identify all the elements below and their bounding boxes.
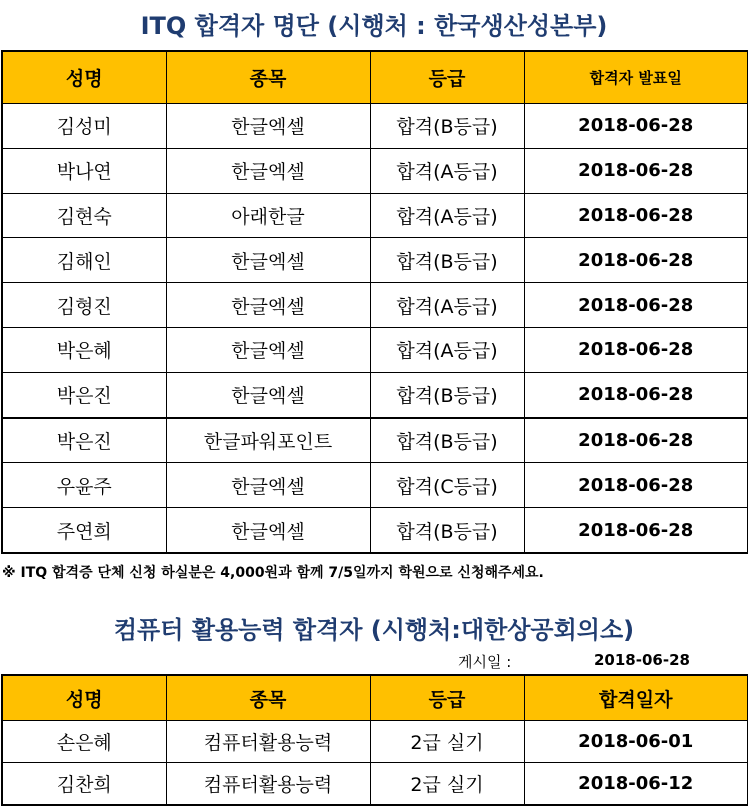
- name-cell: 김성미: [2, 104, 166, 149]
- itq-header-subject: 종목: [166, 51, 370, 104]
- subject-cell: 한글엑셀: [166, 463, 370, 508]
- date-cell: 2018-06-28: [524, 508, 748, 553]
- grade-cell: 합격(A등급): [370, 148, 524, 193]
- subject-cell: 아래한글: [166, 193, 370, 238]
- name-cell: 박은진: [2, 372, 166, 417]
- cu-header-pass-date: 합격일자: [524, 675, 748, 721]
- subject-cell: 한글엑셀: [166, 104, 370, 149]
- date-cell: 2018-06-28: [524, 104, 748, 149]
- name-cell: 김형진: [2, 283, 166, 328]
- table-row: [2, 104, 748, 149]
- name-cell: 주연희: [2, 508, 166, 553]
- table-row: [2, 238, 748, 283]
- table-row: [2, 763, 748, 806]
- name-cell: 박은진: [2, 418, 166, 463]
- posted-date: 2018-06-28: [594, 651, 690, 669]
- itq-pass-table: [1, 50, 748, 554]
- grade-cell: 합격(B등급): [370, 418, 524, 463]
- itq-header-grade: 등급: [370, 51, 524, 104]
- subject-cell: 한글엑셀: [166, 148, 370, 193]
- name-cell: 박나연: [2, 148, 166, 193]
- grade-cell: 합격(B등급): [370, 508, 524, 553]
- subject-cell: 한글엑셀: [166, 238, 370, 283]
- date-cell: 2018-06-28: [524, 327, 748, 372]
- itq-header-row: [2, 51, 748, 104]
- subject-cell: 한글엑셀: [166, 508, 370, 553]
- subject-cell: 컴퓨터활용능력: [166, 721, 370, 763]
- table-row: [2, 148, 748, 193]
- itq-header-name: 성명: [2, 51, 166, 104]
- table-row: [2, 193, 748, 238]
- subject-cell: 한글엑셀: [166, 327, 370, 372]
- grade-cell: 합격(C등급): [370, 463, 524, 508]
- name-cell: 김찬희: [2, 763, 166, 806]
- table-row: [2, 372, 748, 417]
- date-cell: 2018-06-01: [524, 721, 748, 763]
- table-row: [2, 418, 748, 463]
- grade-cell: 2급 실기: [370, 763, 524, 806]
- date-cell: 2018-06-28: [524, 193, 748, 238]
- grade-cell: 2급 실기: [370, 721, 524, 763]
- date-cell: 2018-06-28: [524, 463, 748, 508]
- itq-title: ITQ 합격자 명단 (시행처 : 한국생산성본부): [140, 12, 608, 40]
- table-row: [2, 327, 748, 372]
- subject-cell: 한글엑셀: [166, 372, 370, 417]
- cu-pass-table: [1, 674, 748, 806]
- itq-header-announce-date: 합격자 발표일: [524, 51, 748, 104]
- date-cell: 2018-06-28: [524, 418, 748, 463]
- cu-header-row: [2, 675, 748, 721]
- date-cell: 2018-06-28: [524, 238, 748, 283]
- subject-cell: 컴퓨터활용능력: [166, 763, 370, 806]
- table-row: [2, 721, 748, 763]
- subject-cell: 한글엑셀: [166, 283, 370, 328]
- posted-label: 게시일 :: [458, 653, 512, 671]
- name-cell: 우윤주: [2, 463, 166, 508]
- date-cell: 2018-06-28: [524, 148, 748, 193]
- cu-header-grade: 등급: [370, 675, 524, 721]
- name-cell: 김해인: [2, 238, 166, 283]
- grade-cell: 합격(A등급): [370, 193, 524, 238]
- name-cell: 김현숙: [2, 193, 166, 238]
- grade-cell: 합격(A등급): [370, 283, 524, 328]
- grade-cell: 합격(A등급): [370, 327, 524, 372]
- table-row: [2, 463, 748, 508]
- date-cell: 2018-06-28: [524, 372, 748, 417]
- itq-note: ※ ITQ 합격증 단체 신청 하실분은 4,000원과 함께 7/5일까지 학원으로 신청해주세요.: [2, 565, 544, 581]
- grade-cell: 합격(B등급): [370, 372, 524, 417]
- cu-title: 컴퓨터 활용능력 합격자 (시행처:대한상공회의소): [113, 616, 635, 644]
- table-row: [2, 508, 748, 553]
- grade-cell: 합격(B등급): [370, 104, 524, 149]
- date-cell: 2018-06-28: [524, 283, 748, 328]
- subject-cell: 한글파워포인트: [166, 418, 370, 463]
- table-row: [2, 283, 748, 328]
- name-cell: 손은혜: [2, 721, 166, 763]
- cu-header-name: 성명: [2, 675, 166, 721]
- cu-header-subject: 종목: [166, 675, 370, 721]
- date-cell: 2018-06-12: [524, 763, 748, 806]
- grade-cell: 합격(B등급): [370, 238, 524, 283]
- name-cell: 박은혜: [2, 327, 166, 372]
